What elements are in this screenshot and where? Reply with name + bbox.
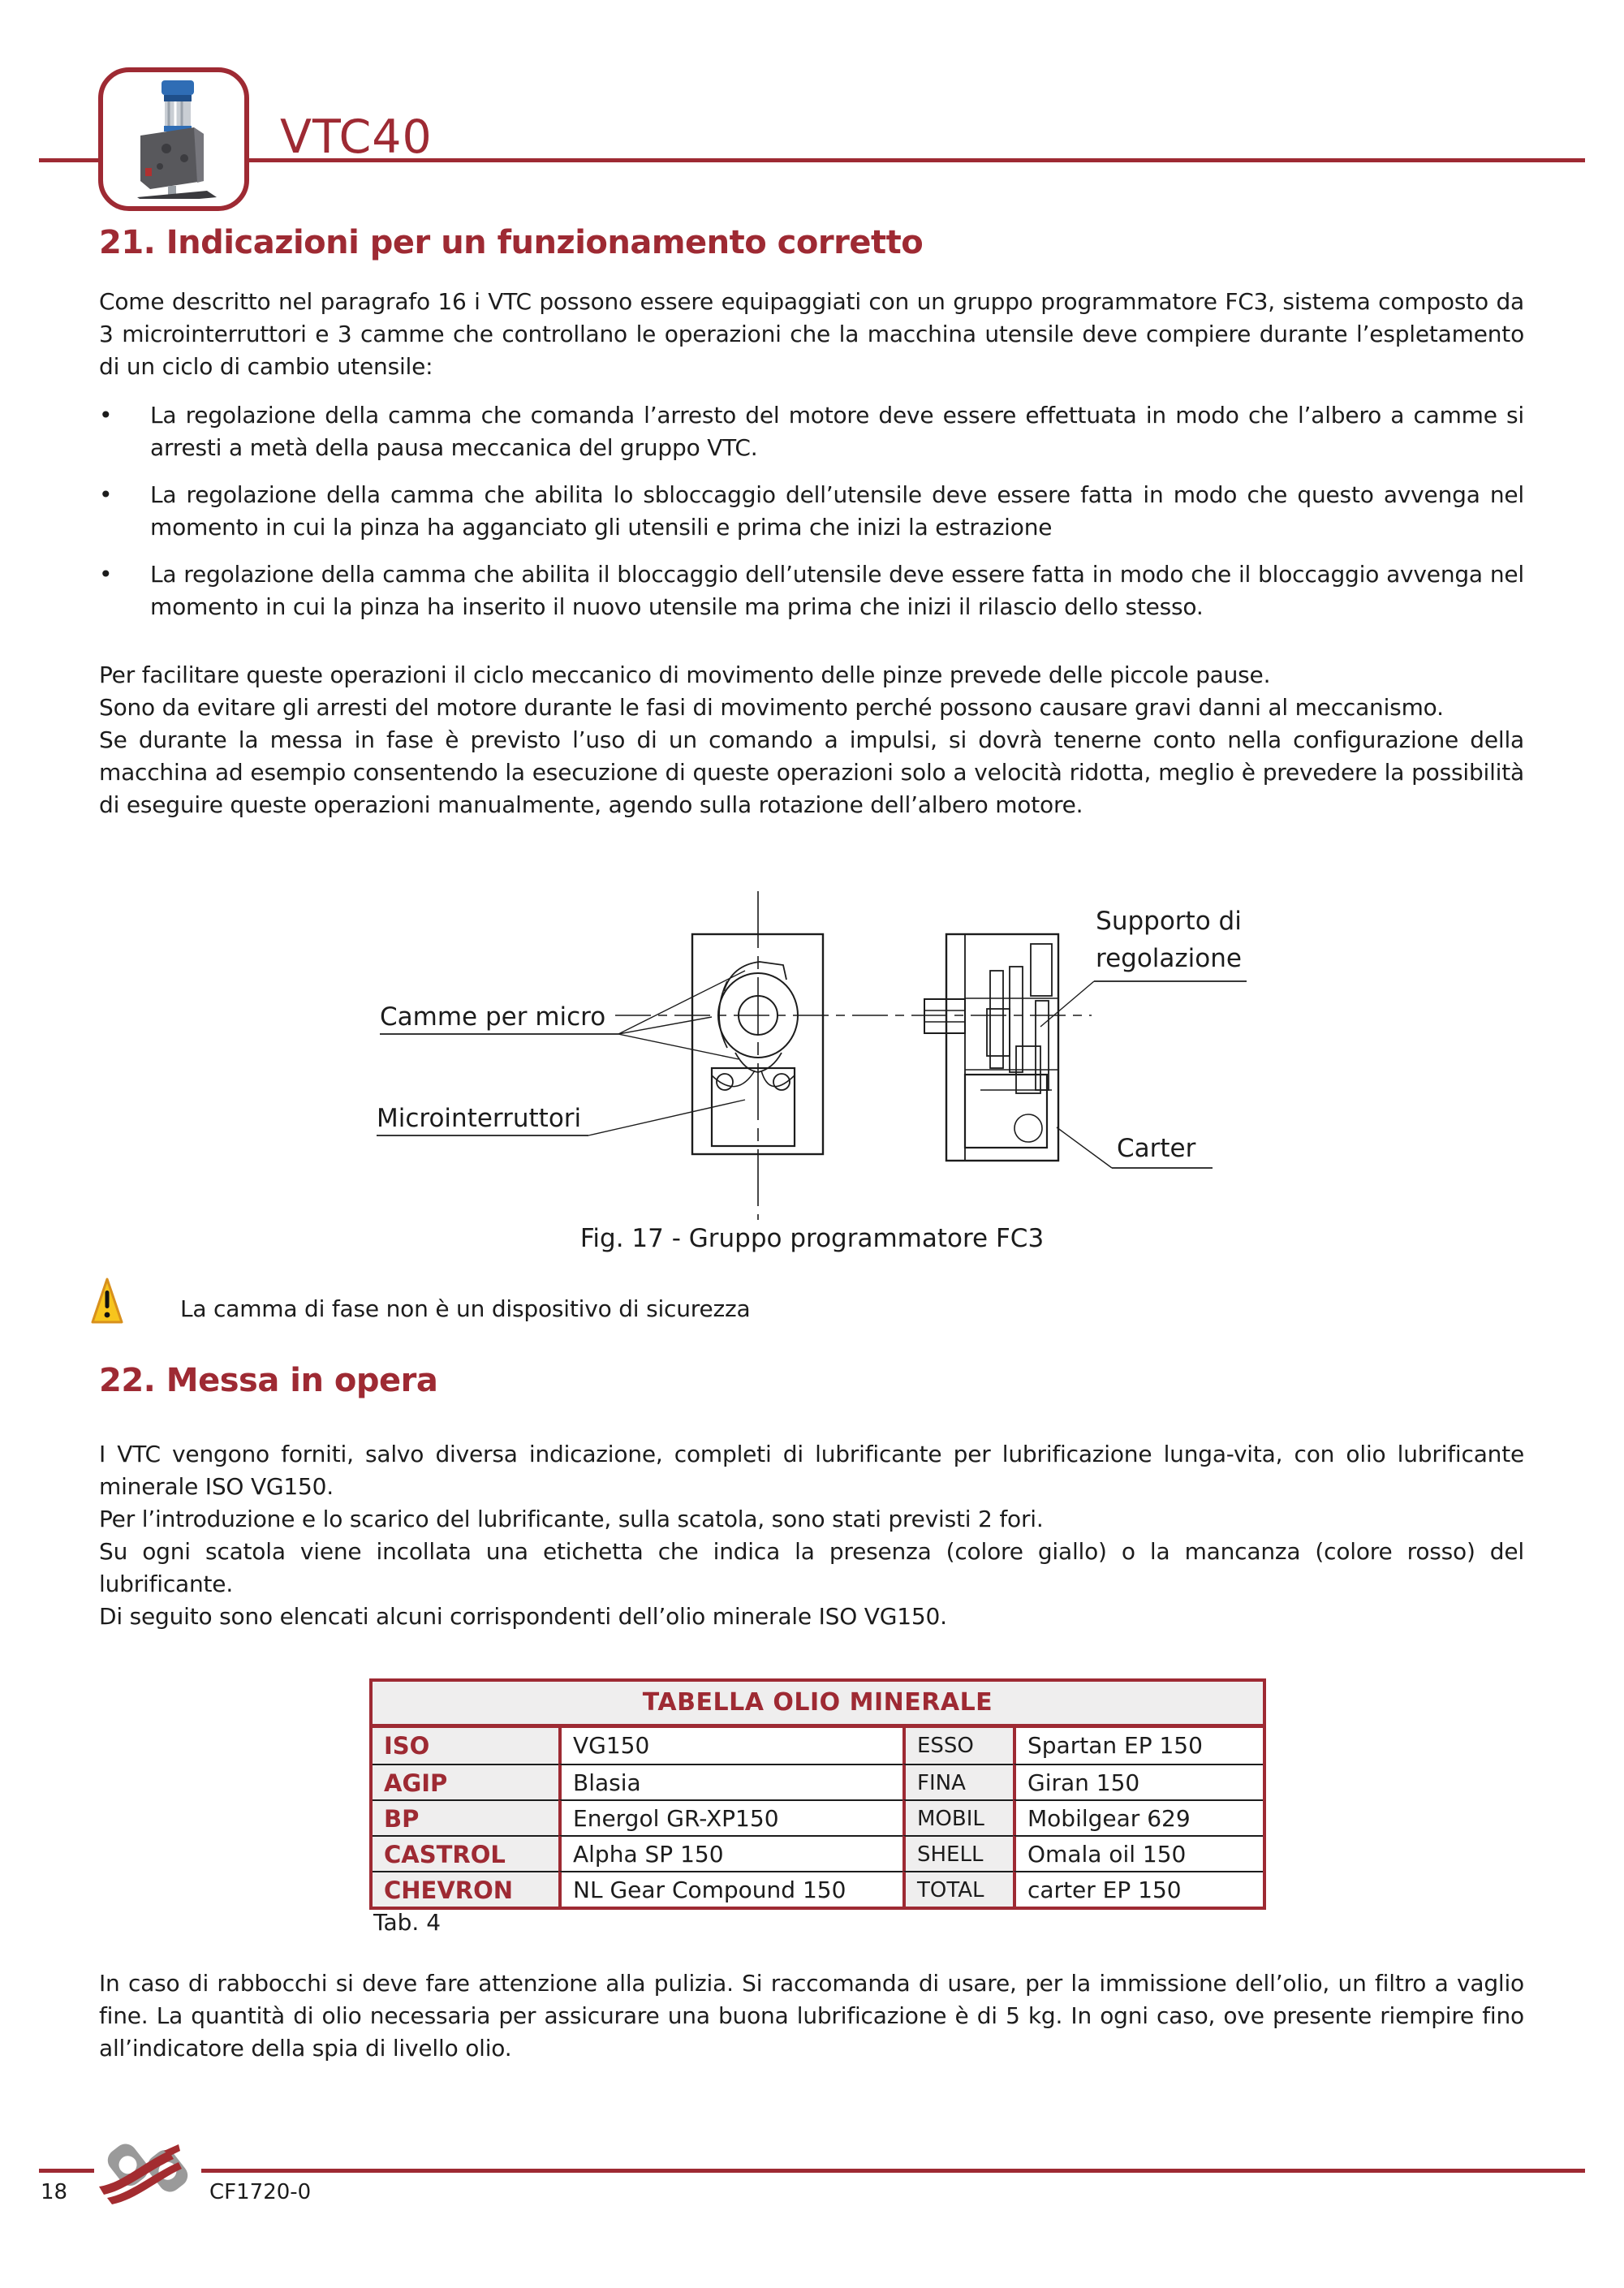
carter-hole bbox=[1014, 1114, 1042, 1142]
table-cell: Omala oil 150 bbox=[1013, 1835, 1263, 1871]
bullet-list bbox=[99, 399, 1524, 623]
leader-line bbox=[618, 971, 745, 1034]
figure-label-carter: Carter bbox=[1117, 1134, 1196, 1163]
figure-label-supporto-2: regolazione bbox=[1096, 944, 1242, 973]
section-21-intro bbox=[99, 286, 1524, 383]
warning-triangle-icon bbox=[91, 1278, 123, 1328]
section-22-title: 22. Messa in opera bbox=[99, 1362, 438, 1399]
paragraph: Di seguito sono elencati alcuni corrispondenti dell’olio minerale ISO VG150. bbox=[99, 1603, 947, 1630]
bullet-icon: • bbox=[99, 402, 113, 429]
page-number: 18 bbox=[41, 2180, 68, 2204]
table-cell: Blasia bbox=[558, 1764, 902, 1799]
table-cell: Mobilgear 629 bbox=[1013, 1799, 1263, 1835]
product-title: VTC40 bbox=[280, 110, 433, 164]
bullet-text: La regolazione della camma che comanda l’arresto del motore deve essere effettuata in modo che l’albero a camme si arresti a metà della pausa meccanica del gruppo VTC. bbox=[150, 402, 1524, 461]
table-cell: Giran 150 bbox=[1013, 1764, 1263, 1799]
table-cell: Alpha SP 150 bbox=[558, 1835, 902, 1871]
section-21-title: 21. Indicazioni per un funzionamento corretto bbox=[99, 224, 924, 261]
paragraph: Per facilitare queste operazioni il ciclo meccanico di movimento delle pinze prevede delle piccole pause. bbox=[99, 661, 1271, 688]
bullet-text: La regolazione della camma che abilita lo sbloccaggio dell’utensile deve essere fatta in modo che questo avvenga nel momento in cui la pinza ha agganciato gli utensili e prima che inizi la estrazione bbox=[150, 481, 1524, 541]
list-item bbox=[99, 479, 1524, 544]
section-21-body bbox=[99, 659, 1524, 821]
company-logo bbox=[94, 2126, 201, 2209]
table-cell: Energol GR-XP150 bbox=[558, 1799, 902, 1835]
header-rule bbox=[39, 158, 1585, 162]
table-cell: VG150 bbox=[558, 1728, 902, 1764]
table-cell: Spartan EP 150 bbox=[1013, 1728, 1263, 1764]
bullet-icon: • bbox=[99, 481, 113, 508]
section-22-body bbox=[99, 1438, 1524, 1633]
table-cell: SHELL bbox=[902, 1835, 1013, 1871]
table-title: TABELLA OLIO MINERALE bbox=[373, 1682, 1263, 1728]
table-body bbox=[373, 1728, 1263, 1907]
technical-drawing bbox=[357, 887, 1347, 1224]
table-cell: ISO bbox=[373, 1728, 558, 1764]
table-cell: NL Gear Compound 150 bbox=[558, 1871, 902, 1907]
paragraph: Sono da evitare gli arresti del motore durante le fasi di movimento perché possono causare gravi danni al meccanismo. bbox=[99, 694, 1444, 721]
shaft-bearing bbox=[924, 999, 965, 1033]
closing-paragraph bbox=[99, 1967, 1524, 2065]
list-item bbox=[99, 399, 1524, 464]
table-cell: MOBIL bbox=[902, 1799, 1013, 1835]
bullet-icon: • bbox=[99, 561, 113, 588]
figure-label-camme: Camme per micro bbox=[380, 1002, 606, 1032]
leader-line bbox=[618, 1017, 712, 1034]
machine-photo-icon bbox=[113, 77, 235, 202]
warning-text: La camma di fase non è un dispositivo di sicurezza bbox=[180, 1295, 751, 1322]
mineral-oil-table bbox=[369, 1678, 1266, 1910]
footer-rule bbox=[39, 2169, 1585, 2173]
figure-caption: Fig. 17 - Gruppo programmatore FC3 bbox=[579, 1224, 1045, 1253]
paragraph: Per l’introduzione e lo scarico del lubrificante, sulla scatola, sono stati previsti 2 fori. bbox=[99, 1506, 1044, 1532]
list-item bbox=[99, 558, 1524, 623]
paragraph: Se durante la messa in fase è previsto l’uso di un comando a impulsi, si dovrà tenerne conto nella configurazione della macchina ad esempio consentendo la esecuzione di queste operazioni solo a velocità ridotta, meglio è prevedere la possibilità di eseguire queste operazioni manualmente, agendo sulla rotazione dell’albero motore. bbox=[99, 726, 1524, 818]
paragraph: Su ogni scatola viene incollata una etichetta che indica la presenza (colore giallo) o la mancanza (colore rosso) del lubrificante. bbox=[99, 1538, 1524, 1597]
table-cell: CASTROL bbox=[373, 1835, 558, 1871]
figure-17-drawing bbox=[357, 887, 1347, 1224]
table-cell: ESSO bbox=[902, 1728, 1013, 1764]
leader-line bbox=[618, 1034, 739, 1059]
table-cell: carter EP 150 bbox=[1013, 1871, 1263, 1907]
figure-label-supporto-1: Supporto di bbox=[1096, 907, 1242, 936]
leader-line bbox=[1057, 1127, 1112, 1168]
paragraph: Come descritto nel paragrafo 16 i VTC possono essere equipaggiati con un gruppo programmatore FC3, sistema composto da 3 microinterruttori e 3 camme che controllano le operazioni che la macchina utensile deve compiere durante l’espletamento di un ciclo di cambio utensile: bbox=[99, 288, 1524, 380]
adjuster-block bbox=[1031, 944, 1052, 996]
cam-strip bbox=[990, 971, 1003, 1068]
leader-line bbox=[588, 1100, 745, 1135]
bullet-text: La regolazione della camma che abilita il bloccaggio dell’utensile deve essere fatta in modo che il bloccaggio avvenga nel momento in cui la pinza ha inserito il nuovo utensile ma prima che inizi il rilascio dello stesso. bbox=[150, 561, 1524, 620]
table-cell: AGIP bbox=[373, 1764, 558, 1799]
table-cell: TOTAL bbox=[902, 1871, 1013, 1907]
paragraph: In caso di rabbocchi si deve fare attenzione alla pulizia. Si raccomanda di usare, per la immissione dell’olio, un filtro a vaglio fine. La quantità di olio necessaria per assicurare una buona lubrificazione è di 5 kg. In ogni caso, ove presente riempire fino all’indicatore della spia di livello olio. bbox=[99, 1970, 1524, 2062]
paragraph: I VTC vengono forniti, salvo diversa indicazione, completi di lubrificante per lubrificazione lunga-vita, con olio lubrificante minerale ISO VG150. bbox=[99, 1441, 1524, 1500]
table-cell: BP bbox=[373, 1799, 558, 1835]
table-caption: Tab. 4 bbox=[373, 1909, 442, 1936]
microswitch-block bbox=[712, 1068, 795, 1146]
table-cell: FINA bbox=[902, 1764, 1013, 1799]
figure-label-micro: Microinterruttori bbox=[377, 1104, 582, 1133]
carter-box bbox=[965, 1075, 1047, 1148]
table-cell: CHEVRON bbox=[373, 1871, 558, 1907]
doc-code: CF1720-0 bbox=[209, 2180, 312, 2204]
header-logo-box bbox=[98, 67, 249, 211]
